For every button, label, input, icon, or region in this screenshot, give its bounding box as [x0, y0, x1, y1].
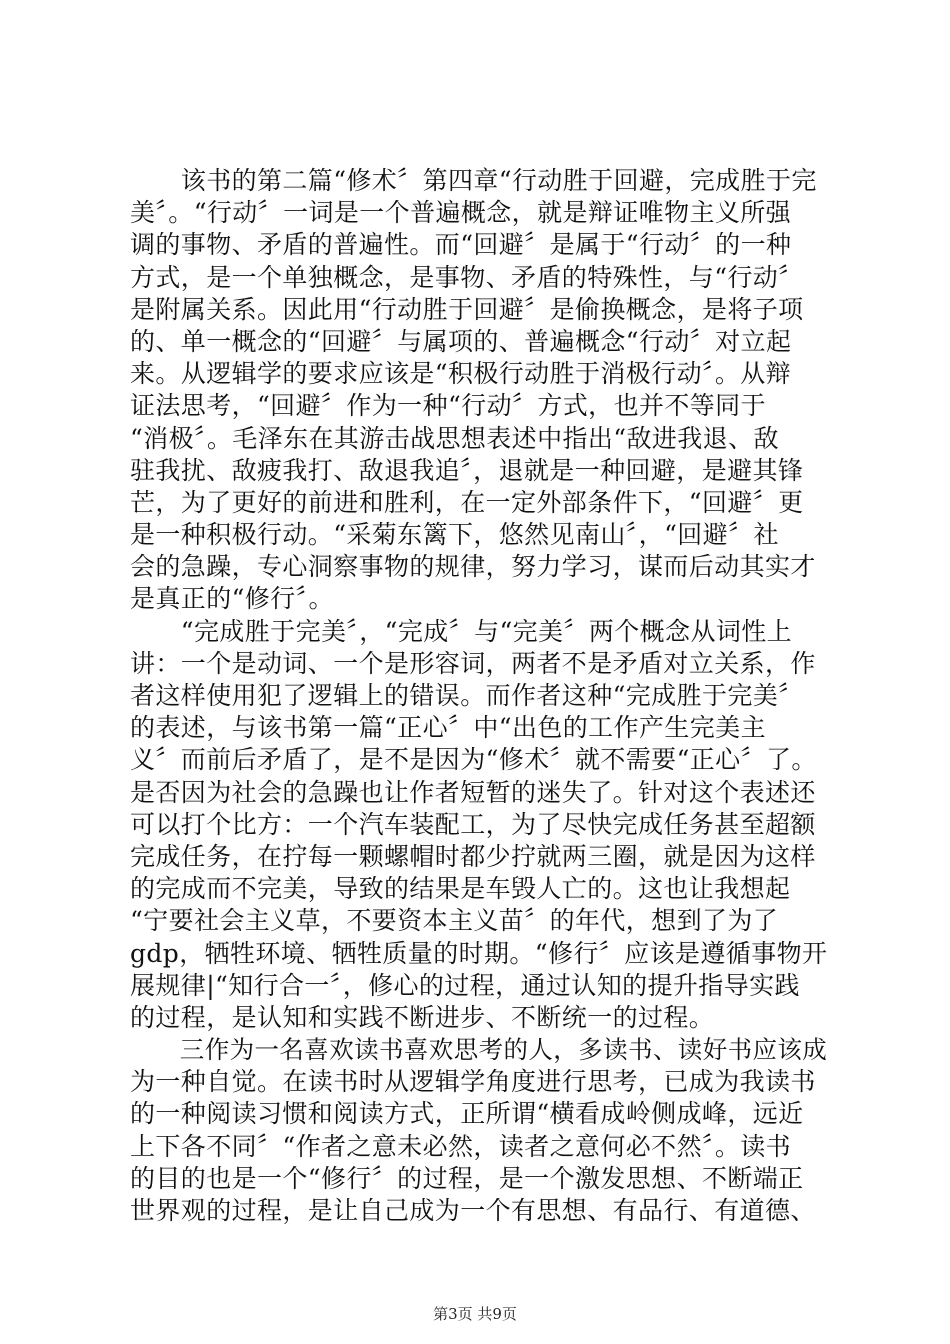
text-line: 调的事物、矛盾的普遍性。而“回避〞是属于“行动〞的一种 — [130, 230, 792, 260]
text-line: “消极〞。毛泽东在其游击战思想表述中指出“敌进我退、敌 — [130, 423, 779, 453]
page-number-footer: 第3页 共9页 — [433, 1305, 517, 1323]
text-line: 是一种积极行动。“采菊东篱下，悠然见南山〞，“回避〞社 — [130, 520, 779, 550]
text-line: 三作为一名喜欢读书喜欢思考的人，多读书、读好书应该成 — [130, 1035, 828, 1065]
text-line: 会的急躁，专心洞察事物的规律，努力学习，谋而后动其实才 — [130, 552, 816, 582]
text-line: 讲：一个是动词、一个是形容词，两者不是矛盾对立关系，作 — [130, 648, 816, 678]
text-line: gdp，牺牲环境、牺牲质量的时期。“修行〞应该是遵循事物开 — [130, 938, 828, 968]
text-line: 芒，为了更好的前进和胜利，在一定外部条件下，“回避〞更 — [130, 487, 804, 517]
text-line: 是真正的“修行〞。 — [130, 584, 334, 614]
text-line: 的一种阅读习惯和阅读方式，正所谓“横看成岭侧成峰，远近 — [130, 1099, 804, 1129]
text-line: 可以打个比方：一个汽车装配工，为了尽快完成任务甚至超额 — [130, 809, 816, 839]
text-line: 来。从逻辑学的要求应该是“积极行动胜于消极行动〞。从辩 — [130, 359, 792, 389]
text-line: “完成胜于完美〞，“完成〞与“完美〞两个概念从词性上 — [130, 616, 793, 646]
document-body — [130, 165, 830, 1227]
text-line: 美〞。“行动〞一词是一个普遍概念，就是辩证唯物主义所强 — [130, 198, 792, 228]
text-line: 是附属关系。因此用“行动胜于回避〞是偷换概念，是将子项 — [130, 294, 804, 324]
text-line: “宁要社会主义草，不要资本主义苗〞的年代，想到了为了 — [130, 906, 779, 936]
text-line: 方式，是一个单独概念，是事物、矛盾的特殊性，与“行动〞 — [130, 262, 804, 292]
text-line: 上下各不同〞“作者之意未必然，读者之意何必不然〞。读书 — [130, 1131, 792, 1161]
text-line: 是否因为社会的急躁也让作者短暂的迷失了。针对这个表述还 — [130, 777, 816, 807]
text-line: 完成任务，在拧每一颗螺帽时都少拧就两三圈，就是因为这样 — [130, 841, 816, 871]
text-line: 的表述，与该书第一篇“正心〞中“出色的工作产生完美主 — [130, 713, 766, 743]
text-line: 的完成而不完美，导致的结果是车毁人亡的。这也让我想起 — [130, 874, 791, 904]
text-line: 证法思考，“回避〞作为一种“行动〞方式，也并不等同于 — [130, 391, 766, 421]
text-line: 展规律|“知行合一〞，修心的过程，通过认知的提升指导实践 — [130, 970, 800, 1000]
text-line: 为一种自觉。在读书时从逻辑学角度进行思考，已成为我读书 — [130, 1067, 816, 1097]
text-line: 的、单一概念的“回避〞与属项的、普遍概念“行动〞对立起 — [130, 326, 792, 356]
text-line: 的目的也是一个“修行〞的过程，是一个激发思想、不断端正 — [130, 1163, 804, 1193]
text-line: 驻我扰、敌疲我打、敌退我追〞，退就是一种回避，是避其锋 — [130, 455, 804, 485]
text-line: 义〞而前后矛盾了，是不是因为“修术〞就不需要“正心〞了。 — [130, 745, 817, 775]
text-line: 的过程，是认知和实践不断进步、不断统一的过程。 — [130, 1002, 715, 1032]
text-line: 该书的第二篇“修术〞第四章“行动胜于回避，完成胜于完 — [130, 166, 817, 195]
text-line: 世界观的过程，是让自己成为一个有思想、有品行、有道德、 — [130, 1196, 816, 1225]
text-line: 者这样使用犯了逻辑上的错误。而作者这种“完成胜于完美〞 — [130, 681, 804, 710]
